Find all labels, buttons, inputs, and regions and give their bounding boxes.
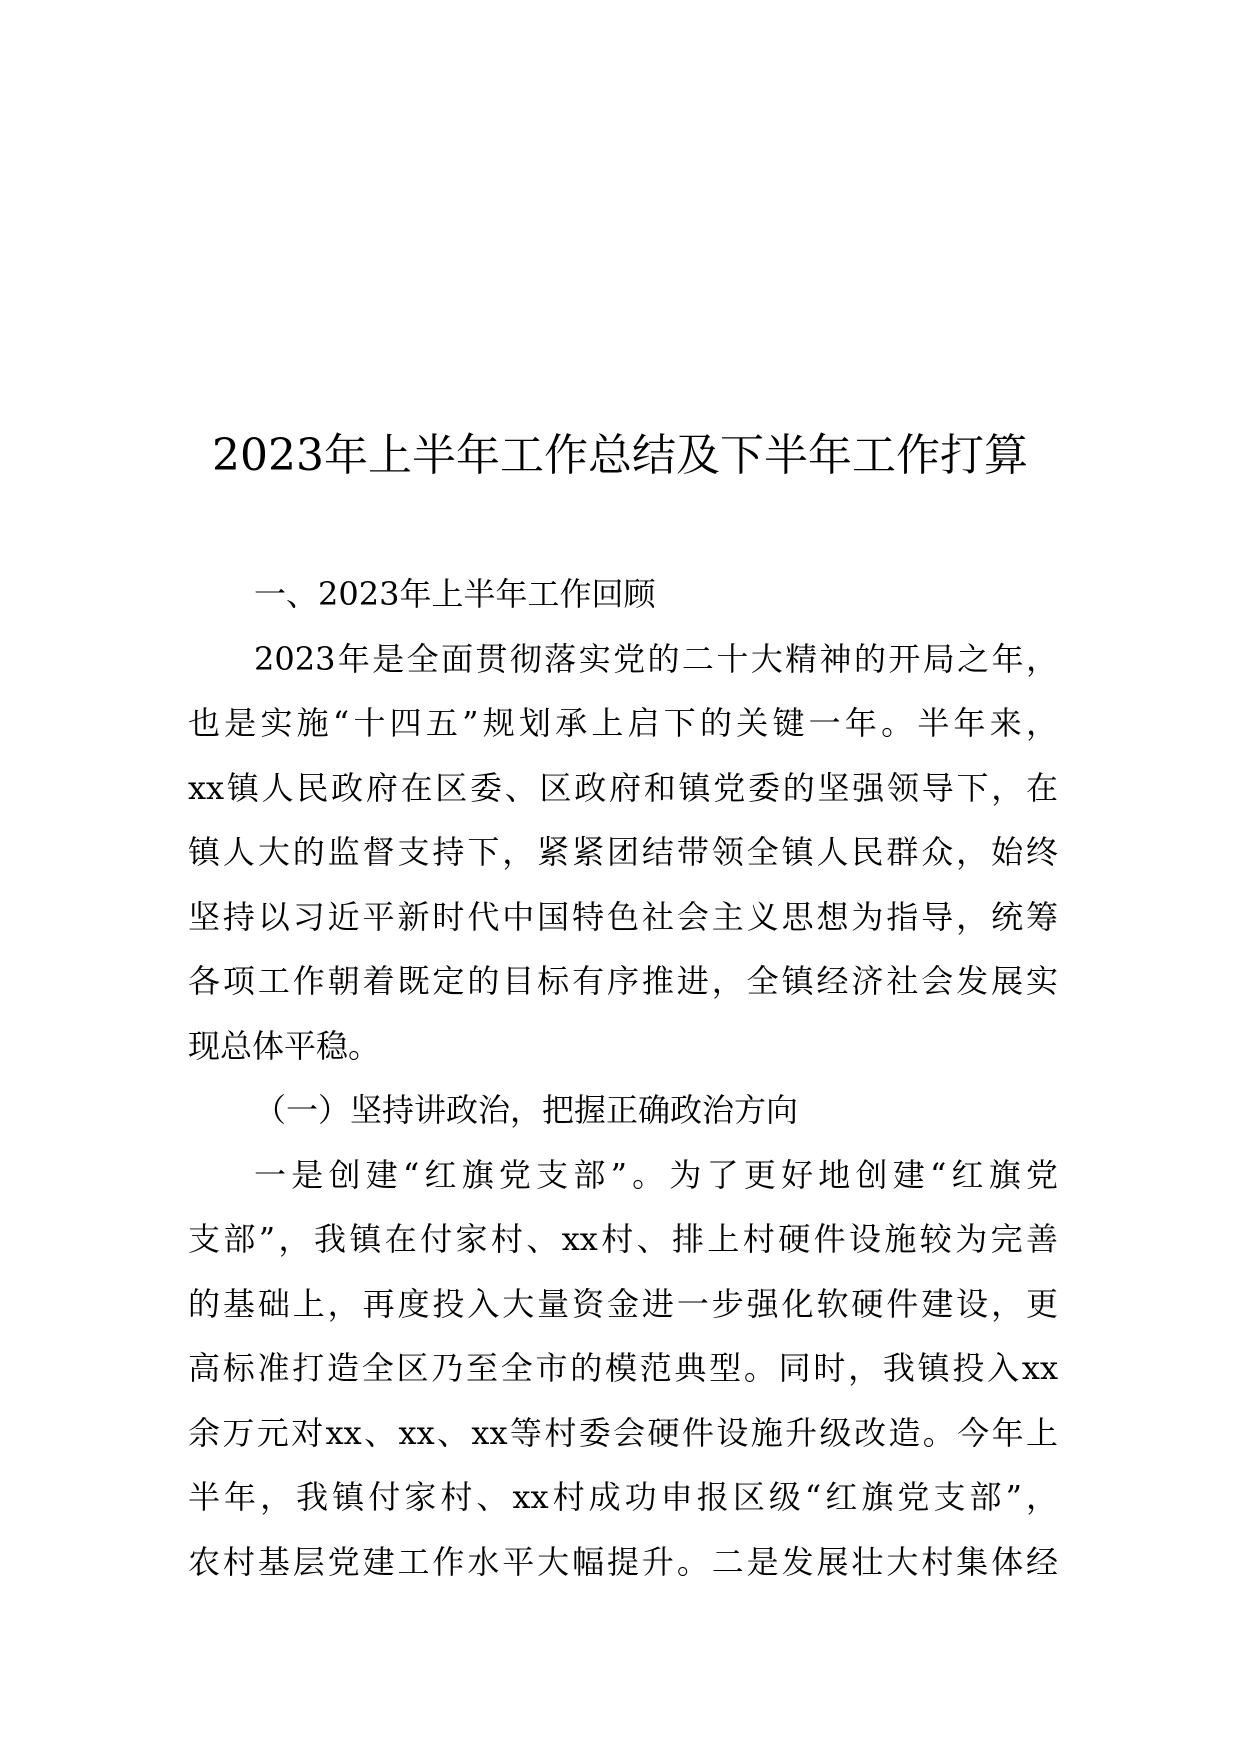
paragraph-line: 各项工作朝着既定的目标有序推进，全镇经济社会发展实 (188, 962, 1058, 1000)
paragraph-line: 农村基层党建工作水平大幅提升。二是发展壮大村集体经 (188, 1542, 1058, 1581)
paragraph-line: 坚持以习近平新时代中国特色社会主义思想为指导，统筹 (188, 897, 1058, 936)
paragraph-line: 现总体平稳。 (188, 1026, 381, 1065)
paragraph-line: 也是实施“十四五”规划承上启下的关键一年。半年来， (188, 704, 1058, 742)
paragraph-line: 的基础上，再度投入大量资金进一步强化软硬件建设，更 (188, 1284, 1058, 1323)
paragraph-line: 支部”，我镇在付家村、xx村、排上村硬件设施较为完善 (188, 1220, 1058, 1258)
section-heading: 一、2023年上半年工作回顾 (254, 575, 656, 613)
paragraph-line: 一是创建“红旗党支部”。为了更好地创建“红旗党 (254, 1155, 1058, 1194)
subsection-heading: （一）坚持讲政治，把握正确政治方向 (254, 1091, 799, 1129)
document-title: 2023年上半年工作总结及下半年工作打算 (212, 430, 1028, 481)
paragraph-line: 镇人大的监督支持下，紧紧团结带领全镇人民群众，始终 (188, 833, 1058, 871)
paragraph-line: xx镇人民政府在区委、区政府和镇党委的坚强领导下，在 (188, 768, 1058, 807)
paragraph-line: 半年，我镇付家村、xx村成功申报区级“红旗党支部”， (188, 1478, 1058, 1516)
paragraph-line: 余万元对xx、xx、xx等村委会硬件设施升级改造。今年上 (188, 1413, 1058, 1452)
paragraph-line: 2023年是全面贯彻落实党的二十大精神的开局之年， (254, 639, 1058, 678)
document-body (188, 562, 1058, 1594)
paragraph-line: 高标准打造全区乃至全市的模范典型。同时，我镇投入xx (188, 1349, 1058, 1387)
